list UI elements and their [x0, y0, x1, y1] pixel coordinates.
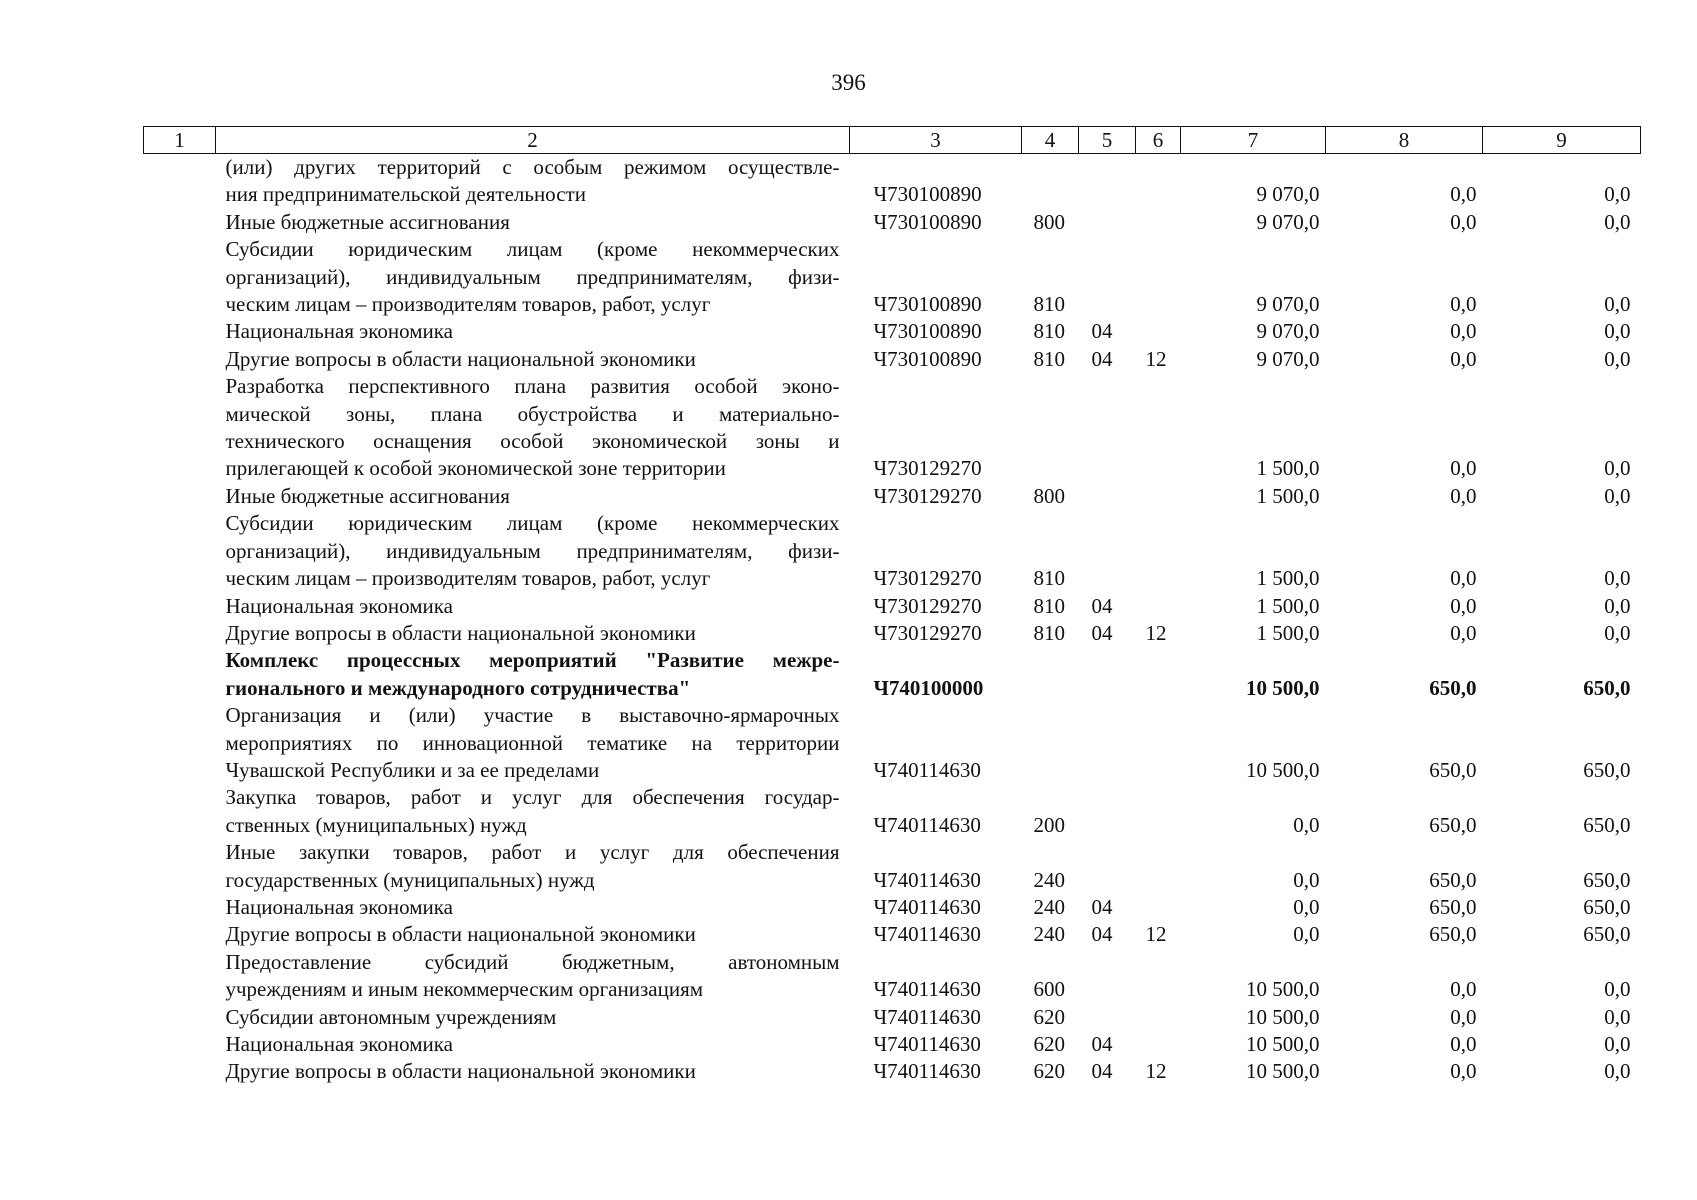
row-index-cell [144, 839, 216, 894]
item-name [216, 1031, 850, 1058]
budget-table [143, 126, 1641, 1086]
item-name-line: Предоставление субсидий бюджетным, автономным [225, 949, 840, 974]
item-name-line: ственных (муниципальных) нужд [225, 812, 527, 837]
section: 04 [1091, 922, 1113, 947]
item-name-line: Национальная экономика [225, 593, 453, 618]
amount-col-8: 0,0 [1450, 1059, 1477, 1084]
amount-col-7: 10 500,0 [1246, 757, 1320, 782]
subsection [1136, 510, 1181, 592]
item-name [216, 921, 850, 948]
section [1079, 702, 1136, 784]
target-code: Ч740114630 [873, 867, 981, 892]
item-name-line: Национальная экономика [225, 1032, 453, 1056]
item-name-line: Чувашской Республики и за ее пределами [225, 757, 600, 782]
subsection: 12 [1145, 1059, 1167, 1084]
target-code: Ч740100000 [873, 675, 984, 700]
subsection: 12 [1145, 346, 1167, 371]
item-name-line: (или) других территорий с особым режимом осуществле- [225, 155, 840, 179]
target-code: Ч740114630 [873, 977, 981, 1002]
item-name [216, 236, 850, 318]
item-name-line: гионального и международного сотрудничества" [225, 675, 691, 700]
subsection: 12 [1145, 620, 1167, 645]
amount-col-9: 0,0 [1604, 1032, 1631, 1056]
section: 04 [1091, 346, 1113, 371]
row-index-cell [144, 620, 216, 647]
target-code: Ч730100890 [873, 319, 982, 344]
row-index-cell [144, 1004, 216, 1031]
subsection [1136, 154, 1181, 209]
header-col-3: 3 [850, 127, 1022, 154]
amount-col-8: 0,0 [1450, 977, 1477, 1002]
item-name [216, 1004, 850, 1031]
expense-type: 810 [1033, 319, 1065, 344]
amount-col-9: 0,0 [1604, 209, 1631, 234]
amount-col-9: 0,0 [1604, 292, 1631, 317]
section [1079, 483, 1136, 510]
section: 04 [1091, 1032, 1113, 1056]
row-index-cell [144, 346, 216, 373]
subsection [1136, 784, 1181, 839]
header-col-9: 9 [1483, 127, 1641, 154]
row-index-cell [144, 209, 216, 236]
section: 04 [1091, 894, 1113, 919]
row-index-cell [144, 1031, 216, 1058]
row-index-cell [144, 1058, 216, 1085]
section: 04 [1091, 620, 1113, 645]
subsection [1136, 318, 1181, 345]
expense-type [1022, 702, 1079, 784]
item-name [216, 209, 850, 236]
amount-col-7: 9 070,0 [1256, 346, 1320, 371]
page-number: 396 [831, 70, 866, 95]
amount-col-7: 0,0 [1293, 867, 1320, 892]
expense-type: 620 [1033, 1032, 1065, 1056]
item-name-line: ческим лицам – производителям товаров, работ, услуг [225, 292, 711, 317]
target-code: Ч740114630 [873, 1004, 981, 1029]
subsection [1136, 483, 1181, 510]
target-code: Ч740114630 [873, 1059, 981, 1084]
row-index-cell [144, 510, 216, 592]
item-name-line: Субсидии юридическим лицам (кроме некоммерческих [225, 237, 840, 262]
table-row [144, 236, 1641, 318]
item-name [216, 510, 850, 592]
amount-col-9: 0,0 [1604, 456, 1631, 481]
subsection [1136, 1031, 1181, 1058]
amount-col-7: 1 500,0 [1256, 620, 1320, 645]
item-name [216, 318, 850, 345]
amount-col-9: 650,0 [1583, 894, 1631, 919]
amount-col-7: 10 500,0 [1246, 675, 1320, 700]
row-index-cell [144, 318, 216, 345]
table-row [144, 209, 1641, 236]
subsection [1136, 593, 1181, 620]
amount-col-7: 1 500,0 [1256, 566, 1320, 591]
header-col-5: 5 [1079, 127, 1136, 154]
amount-col-8: 0,0 [1450, 292, 1477, 317]
subsection [1136, 702, 1181, 784]
amount-col-8: 0,0 [1450, 456, 1477, 481]
expense-type: 620 [1033, 1004, 1065, 1029]
amount-col-7: 9 070,0 [1256, 182, 1320, 207]
section [1079, 510, 1136, 592]
amount-col-8: 0,0 [1450, 209, 1477, 234]
amount-col-8: 0,0 [1450, 1032, 1477, 1056]
row-index-cell [144, 784, 216, 839]
item-name-line: мической зоны, плана обустройства и материально- [225, 401, 840, 426]
table-row [144, 318, 1641, 345]
table-row [144, 154, 1641, 209]
amount-col-9: 0,0 [1604, 620, 1631, 645]
section [1079, 1004, 1136, 1031]
expense-type: 800 [1033, 483, 1065, 508]
amount-col-8: 0,0 [1450, 182, 1477, 207]
section [1079, 949, 1136, 1004]
header-col-1: 1 [144, 127, 216, 154]
subsection [1136, 949, 1181, 1004]
subsection [1136, 1004, 1181, 1031]
table-row [144, 647, 1641, 702]
table-row [144, 1004, 1641, 1031]
expense-type: 810 [1033, 292, 1065, 317]
expense-type [1022, 373, 1079, 483]
expense-type [1022, 154, 1079, 209]
subsection [1136, 209, 1181, 236]
target-code: Ч730129270 [873, 620, 982, 645]
amount-col-8: 0,0 [1450, 566, 1477, 591]
item-name-line: Комплекс процессных мероприятий "Развитие межре- [225, 648, 840, 673]
table-body [144, 154, 1641, 1086]
row-index-cell [144, 647, 216, 702]
amount-col-8: 0,0 [1450, 483, 1477, 508]
table-row [144, 1058, 1641, 1085]
item-name [216, 949, 850, 1004]
target-code: Ч740114630 [873, 922, 981, 947]
section: 04 [1091, 319, 1113, 344]
header-col-8: 8 [1326, 127, 1483, 154]
item-name-line: государственных (муниципальных) нужд [225, 867, 595, 892]
target-code: Ч740114630 [873, 894, 981, 919]
target-code: Ч730129270 [873, 483, 982, 508]
item-name-line: технического оснащения особой экономической зоны и [225, 429, 840, 454]
expense-type: 600 [1033, 977, 1065, 1002]
amount-col-9: 650,0 [1583, 812, 1631, 837]
amount-col-8: 0,0 [1450, 319, 1477, 344]
row-index-cell [144, 483, 216, 510]
item-name-line: Субсидии юридическим лицам (кроме некоммерческих [225, 511, 840, 536]
target-code: Ч740114630 [873, 1032, 981, 1056]
item-name-line: Иные закупки товаров, работ и услуг для обеспечения [225, 840, 840, 865]
expense-type: 800 [1033, 209, 1065, 234]
item-name-line: Другие вопросы в области национальной экономики [225, 1059, 696, 1084]
header-col-7: 7 [1181, 127, 1326, 154]
item-name-line: Другие вопросы в области национальной экономики [225, 346, 696, 371]
amount-col-9: 0,0 [1604, 346, 1631, 371]
table-row [144, 346, 1641, 373]
row-index-cell [144, 921, 216, 948]
expense-type: 810 [1033, 593, 1065, 618]
amount-col-7: 0,0 [1293, 922, 1320, 947]
section [1079, 784, 1136, 839]
target-code: Ч740114630 [873, 812, 981, 837]
header-col-2: 2 [216, 127, 850, 154]
amount-col-9: 0,0 [1604, 1059, 1631, 1084]
item-name [216, 702, 850, 784]
section [1079, 154, 1136, 209]
amount-col-7: 9 070,0 [1256, 209, 1320, 234]
item-name-line: организаций), индивидуальным предпринимателям, физи- [225, 538, 840, 563]
subsection [1136, 373, 1181, 483]
amount-col-9: 0,0 [1604, 593, 1631, 618]
item-name [216, 894, 850, 921]
amount-col-9: 650,0 [1583, 922, 1631, 947]
amount-col-8: 0,0 [1450, 620, 1477, 645]
item-name-line: Организация и (или) участие в выставочно-ярмарочных [225, 703, 840, 728]
target-code: Ч730100890 [873, 209, 982, 234]
row-index-cell [144, 702, 216, 784]
row-index-cell [144, 236, 216, 318]
section [1079, 236, 1136, 318]
item-name-line: Разработка перспективного плана развития особой эконо- [225, 374, 840, 399]
row-index-cell [144, 373, 216, 483]
section [1079, 209, 1136, 236]
section [1079, 839, 1136, 894]
amount-col-7: 10 500,0 [1246, 1004, 1320, 1029]
item-name [216, 593, 850, 620]
amount-col-9: 0,0 [1604, 977, 1631, 1002]
item-name-line: Национальная экономика [225, 319, 453, 344]
section [1079, 647, 1136, 702]
amount-col-7: 1 500,0 [1256, 593, 1320, 618]
item-name-line: ния предпринимательской деятельности [225, 182, 586, 207]
row-index-cell [144, 894, 216, 921]
item-name-line: Другие вопросы в области национальной экономики [225, 620, 696, 645]
table-row [144, 784, 1641, 839]
item-name-line: Национальная экономика [225, 894, 453, 919]
amount-col-7: 10 500,0 [1246, 1059, 1320, 1084]
amount-col-9: 0,0 [1604, 1004, 1631, 1029]
expense-type: 620 [1033, 1059, 1065, 1084]
amount-col-7: 0,0 [1293, 894, 1320, 919]
amount-col-9: 0,0 [1604, 319, 1631, 344]
subsection [1136, 236, 1181, 318]
section [1079, 373, 1136, 483]
amount-col-8: 650,0 [1429, 922, 1477, 947]
item-name-line: Другие вопросы в области национальной экономики [225, 922, 696, 947]
amount-col-9: 0,0 [1604, 483, 1631, 508]
table-row [144, 620, 1641, 647]
amount-col-7: 1 500,0 [1256, 456, 1320, 481]
item-name [216, 346, 850, 373]
item-name-line: прилегающей к особой экономической зоне территории [225, 456, 726, 481]
amount-col-8: 650,0 [1429, 757, 1477, 782]
expense-type: 810 [1033, 620, 1065, 645]
section: 04 [1091, 1059, 1113, 1084]
item-name-line: ческим лицам – производителям товаров, работ, услуг [225, 566, 711, 591]
expense-type: 810 [1033, 346, 1065, 371]
expense-type: 200 [1033, 812, 1065, 837]
table-row [144, 373, 1641, 483]
item-name-line: организаций), индивидуальным предпринимателям, физи- [225, 264, 840, 289]
table-row [144, 949, 1641, 1004]
item-name-line: Субсидии автономным учреждениям [225, 1004, 557, 1029]
expense-type: 240 [1033, 867, 1065, 892]
amount-col-7: 9 070,0 [1256, 292, 1320, 317]
amount-col-9: 0,0 [1604, 566, 1631, 591]
amount-col-7: 10 500,0 [1246, 977, 1320, 1002]
row-index-cell [144, 949, 216, 1004]
item-name-line: учреждениям и иным некоммерческим организациям [225, 977, 704, 1002]
amount-col-9: 650,0 [1583, 867, 1631, 892]
item-name [216, 154, 850, 209]
table-header [144, 127, 1641, 154]
amount-col-8: 650,0 [1429, 675, 1477, 700]
amount-col-9: 650,0 [1583, 757, 1631, 782]
table-row [144, 839, 1641, 894]
item-name-line: Иные бюджетные ассигнования [225, 209, 510, 234]
row-index-cell [144, 154, 216, 209]
amount-col-8: 650,0 [1429, 894, 1477, 919]
item-name [216, 839, 850, 894]
expense-type: 240 [1033, 894, 1065, 919]
target-code: Ч730129270 [873, 593, 982, 618]
amount-col-8: 650,0 [1429, 867, 1477, 892]
row-index-cell [144, 593, 216, 620]
section: 04 [1091, 593, 1113, 618]
target-code: Ч730100890 [873, 346, 982, 371]
table-row [144, 510, 1641, 592]
item-name-line: Иные бюджетные ассигнования [225, 483, 510, 508]
item-name [216, 483, 850, 510]
target-code: Ч730100890 [873, 182, 982, 207]
item-name [216, 373, 850, 483]
amount-col-9: 0,0 [1604, 182, 1631, 207]
target-code: Ч730100890 [873, 292, 982, 317]
table-row [144, 593, 1641, 620]
expense-type [1022, 647, 1079, 702]
table-row [144, 702, 1641, 784]
item-name-line: Закупка товаров, работ и услуг для обеспечения государ- [225, 785, 840, 810]
target-code: Ч730129270 [873, 456, 982, 481]
table-row [144, 894, 1641, 921]
item-name-line: мероприятиях по инновационной тематике на территории [225, 730, 840, 755]
subsection: 12 [1145, 922, 1167, 947]
amount-col-8: 0,0 [1450, 346, 1477, 371]
amount-col-8: 0,0 [1450, 1004, 1477, 1029]
item-name [216, 784, 850, 839]
header-row [144, 127, 1641, 154]
header-col-6: 6 [1136, 127, 1181, 154]
table-row [144, 483, 1641, 510]
target-code: Ч740114630 [873, 757, 981, 782]
table-row [144, 1031, 1641, 1058]
amount-col-7: 9 070,0 [1256, 319, 1320, 344]
amount-col-8: 0,0 [1450, 593, 1477, 618]
subsection [1136, 647, 1181, 702]
amount-col-8: 650,0 [1429, 812, 1477, 837]
expense-type: 810 [1033, 566, 1065, 591]
subsection [1136, 839, 1181, 894]
amount-col-7: 1 500,0 [1256, 483, 1320, 508]
amount-col-7: 10 500,0 [1246, 1032, 1320, 1056]
table-row [144, 921, 1641, 948]
header-col-4: 4 [1022, 127, 1079, 154]
item-name [216, 647, 850, 702]
subsection [1136, 894, 1181, 921]
amount-col-9: 650,0 [1583, 675, 1631, 700]
expense-type: 240 [1033, 922, 1065, 947]
item-name [216, 620, 850, 647]
item-name [216, 1058, 850, 1085]
target-code: Ч730129270 [873, 566, 982, 591]
amount-col-7: 0,0 [1293, 812, 1320, 837]
